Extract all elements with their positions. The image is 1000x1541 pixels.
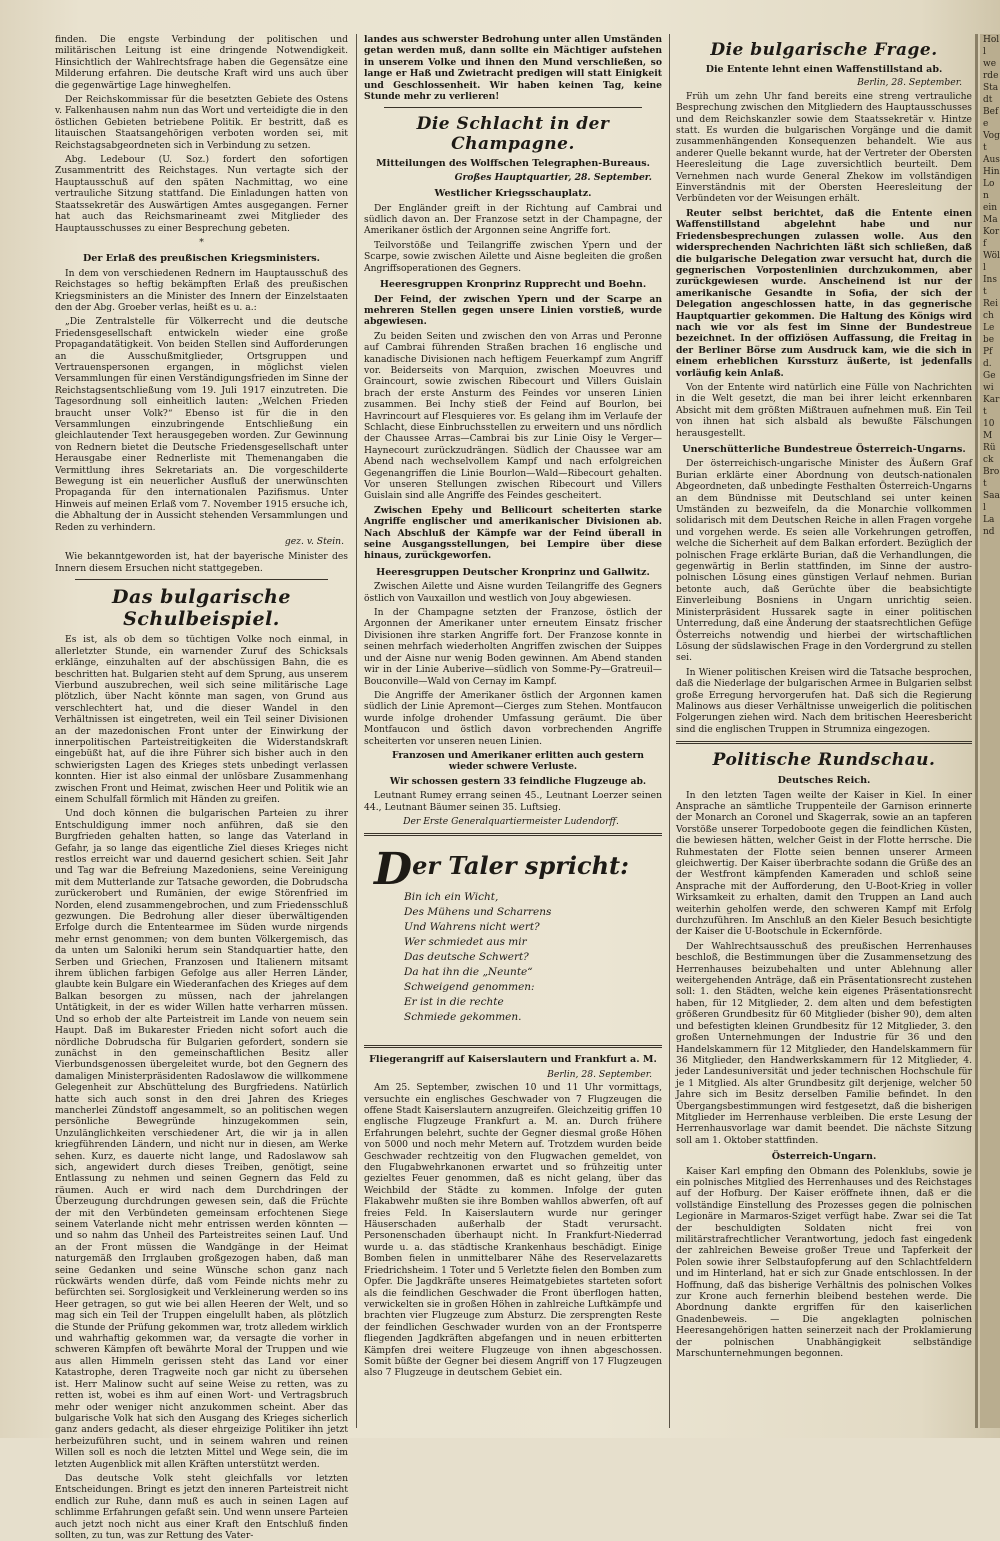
paragraph: Am 25. September, zwischen 10 und 11 Uhr vormittags, versuchte ein englisches Geschwader von 7 Flugzeugen die offene Stadt Kaiserslautern anzugreifen. Gleichzeitig griffen 10 englische Flugzeuge Frankfurt a. M. an. Durch frühere Erfahrungen belehrt, suchte der Gegner diesmal große Höhen von 5000 und noch mehr Metern auf. Trotzdem wurden beide Geschwader rechtzeitig von den Flugwachen gemeldet, von den Flugabwehrkanonen erwartet und so frühzeitig unter gezieltes Feuer genommen, daß es nicht gelang, über das Weichbild der Städte zu kommen. Infolge der guten Flakabwehr mußten sie ihre Bomben wahllos abwerfen, oft auf freies Feld. In Kaiserslautern wurde nur geringer Häuserschaden außerhalb der Stadt verursacht. Personenschaden überhaupt nicht. In Frankfurt-Niederrad wurde u. a. das städtische Krankenhaus beschädigt. Einige Bomben fielen in unmittelbarer Nähe des Reservelazaretts Friedrichsheim. 1 Toter und 5 Verletzte fielen den Bomben zum Opfer. Die Jagdkräfte unseres Heimatgebietes starteten sofort als die feindlichen Geschwader die Front überflogen hatten, verwickelten sie in großen Höhen in zahlreiche Luftkämpfe und brachten vier Flugzeuge zum Absturz. Die zersprengten Reste der feindlichen Geschwader wurden von an der Frontsperre fliegenden Jagdkräften abgefangen und in neuen erbitterten Kämpfen drei weitere Flugzeuge von ihnen abgeschossen. Somit büßte der Gegner bei diesem Angriff von 17 Flugzeugen also 7 Flugzeuge in deutschem Gebiet ein.: [364, 1082, 662, 1379]
paragraph: landes aus schwerster Bedrohung unter allen Umständen getan werden muß, dann sollte ein Mächtiger aufstehen in unserem Volke und ihnen den Mund verschließen, so lange er Haß und Zwietracht predigen will statt Einigkeit und Geschlossenheit. Wir haben keinen Tag, keine Stunde mehr zu verlieren!: [364, 34, 662, 103]
paragraph: In der Champagne setzten der Franzose, östlich der Argonnen der Amerikaner unter erneutem Einsatz frischer Divisionen ihre starken Angriffe fort. Der Franzose konnte in seinen mehrfach wiederholten Angriffen zwischen der Suippes und der Aisne nur wenig Boden gewinnen. Am Abend standen wir in der Linie Auberive—südlich von Somme-Py—Gratreuil—Bouconville—Wald von Cernay im Kampf.: [364, 607, 662, 687]
paragraph: Früh um zehn Uhr fand bereits eine streng vertrauliche Besprechung zwischen den Mitgliedern des Hauptausschusses und dem Reichskanzler sowie dem Staatssekretär v. Hintze statt. Es wurden die bulgarischen Vorgänge und die damit zusammenhängenden Konsequenzen behandelt. Wie aus anderer Quelle bekannt wurde, hat der Vertreter der Obersten Heeresleitung die Lage zuversichtlich beurteilt. Dem Vernehmen nach wurde General Zhekow im vollständigen Einverständnis mit der Obersten Heeresleitung der Verbündeten vor der Weisungen erhält.: [676, 90, 972, 205]
paragraph: Der Wahlrechtsausschuß des preußischen Herrenhauses beschloß, die Bestimmungen über die Zusammensetzung des Herrenhauses beizubehalten und unter Ablehnung aller weitergehenden Anträge, daß ein Präsentationsrecht zustehen soll: 1. den Städten, welche kein eigenes Präsentationsrecht haben, für 12 Mitglieder, 2. dem alten und dem befestigten größeren Grundbesitz für 60 Mitglieder (bisher 90), dem alten und befestigten kleinen Grundbesitz für 12 Mitglieder, 3. den großen Unternehmungen der Industrie für 36 und den Handelskammern für 12 Mitglieder, den Handelskammern für 36 Mitglieder, den Handwerkskammern für 12 Mitglieder, 4. jeder Landesuniversität und jeder technischen Hochschule für je 1 Mitglied. Als alter Grundbesitz gilt derjenige, welcher 50 Jahre sich im Besitz derselben Familie befindet. In den Übergangsbestimmungen wird festgesetzt, daß die bisherigen Mitglieder im Herrenhause verbleiben. Die erste Lesung der Herrenhausvorlage war damit beendet. Die nächste Sitzung soll am 1. Oktober stattfinden.: [676, 940, 972, 1146]
strip-word: Rück: [983, 443, 996, 465]
strip-word: Land: [983, 515, 995, 537]
strip-word: 10 M: [983, 419, 995, 441]
column-rule: [669, 34, 670, 1428]
paragraph: Das deutsche Volk steht gleichfalls vor letzten Entscheidungen. Bringt es jetzt den inneren Parteistreit nicht endlich zur Ruhe, dann muß es auch in seinen Lagen auf schlimme Erfahrungen gefaßt sein. Und wenn unsere Parteien auch jetzt noch nicht aus einer Kraft den Entschluß finden sollten, zu tun, was zur Rettung des Vater-: [55, 1472, 348, 1541]
column-1: [55, 34, 348, 1541]
dateline-berlin: Berlin, 28. September.: [547, 1068, 652, 1080]
divider: [75, 579, 328, 580]
heading-deutsches-reich: Deutsches Reich.: [777, 775, 871, 787]
strip-word: Kart: [983, 395, 1000, 417]
strip-word: Pfd.: [983, 347, 993, 369]
dateline-berlin: Berlin, 28. September.: [857, 77, 962, 89]
strip-word: Befe: [983, 107, 999, 129]
heading-west: Westlicher Kriegsschauplatz.: [434, 188, 592, 200]
paragraph: Teilvorstöße und Teilangriffe zwischen Ypern und der Scarpe, sowie zwischen Ailette und Aisne begleiten die großen Angriffsoperationen des Gegners.: [364, 239, 662, 274]
paragraph: Franzosen und Amerikaner erlitten auch gestern wieder schwere Verluste.: [391, 749, 644, 773]
poem-line: Da hat ihn die „Neunte“: [404, 966, 533, 979]
strip-word: Brot: [983, 467, 1000, 489]
strip-word: Holl: [983, 35, 1000, 57]
column-rule: [975, 34, 978, 1428]
paragraph: Leutnant Rumey errang seinen 45., Leutnant Loerzer seinen 44., Leutnant Bäumer seinen 35. Luftsieg.: [364, 790, 662, 813]
strip-word: Ma: [983, 215, 998, 225]
poem-line: Des Mühens und Scharrens: [404, 906, 552, 919]
paragraph: „Die Zentralstelle für Völkerrecht und die deutsche Friedensgesellschaft entwickeln wieder eine große Propagandatätigkeit. Von beiden Stellen sind Aufforderungen an die Ausschußmitglieder, Ortsgruppen und Vertrauenspersonen ergangen, in möglichst vielen Versammlungen für einen Verständigungsfrieden im Sinne der Reichstagsentschließung vom 19. Juli 1917 einzutreten. Die Tagesordnung soll einheitlich lauten: „Welchen Frieden braucht unser Volk?“ Ebenso ist für die in den Versammlungen einzubringende Entschließung ein gleichlautender Text herausgegeben worden. Zur Gewinnung von Rednern bietet die Deutsche Friedensgesellschaft unter Herausgabe einer Rednerliste mit Themenangaben die Vermittlung ihres Sekretariats an. Die vorgeschilderte Bewegung ist ein neuerlicher Ausfluß der unerwünschten Propaganda für den internationalen Pazifismus. Unter Hinweis auf meinen Erlaß vom 7. November 1915 ersuche ich, die Abhaltung der in Aussicht stehenden Versammlungen und Reden zu verhindern.: [55, 316, 348, 533]
paragraph: Die Angriffe der Amerikaner östlich der Argonnen kamen südlich der Linie Apremont—Cierges zum Stehen. Montfaucon wurde infolge drohender Umfassung geräumt. Die über Montfaucon und östlich davon vorbrechenden Angriffe scheiterten vor unseren neuen Linien.: [364, 689, 662, 747]
dateline-hq: Großes Hauptquartier, 28. September.: [454, 171, 652, 183]
heading-bundestreue: Unerschütterliche Bundestreue Österreich-Ungarns.: [682, 444, 966, 455]
subheading-wtb: Mitteilungen des Wolffschen Telegraphen-Bureaus.: [376, 158, 650, 170]
paragraph: Der Feind, der zwischen Ypern und der Scarpe an mehreren Stellen gegen unsere Linien vorstieß, wurde abgewiesen.: [364, 293, 662, 328]
subheading-entente: Die Entente lehnt einen Waffenstillstand ab.: [705, 64, 943, 75]
paragraph: Der Engländer greift in der Richtung auf Cambrai und südlich davon an. Der Franzose setzt in der Champagne, der Amerikaner östlich der Argonnen seine Angriffe fort.: [364, 202, 662, 237]
paragraph: Der Reichskommissar für die besetzten Gebiete des Ostens v. Falkenhausen nahm nun das Wort und verteidigte die in den östlichen Gebieten betriebene Politik. Er bestritt, daß es litauischen Staatsangehörigen verboten worden sei, mit Reichstagsabgeordneten sich in Verbindung zu setzen.: [55, 94, 348, 151]
strip-word: ein: [983, 203, 998, 213]
strip-word: Wöll: [983, 251, 1000, 273]
paragraph: finden. Die engste Verbindung der politischen und militärischen Leitung ist eine dringende Notwendigkeit. Hinsichtlich der Wahlrechtsfrage haben die Gegensätze eine Milderung erfahren. Die deutsche Kraft wird uns auch über die gegenwärtige Lage hinweghelfen.: [55, 34, 348, 91]
strip-word: Saal: [983, 491, 1000, 513]
column-3: [676, 34, 972, 1428]
column-2: [364, 34, 662, 1428]
paragraph: Von der Entente wird natürlich eine Fülle von Nachrichten in die Welt gesetzt, die man bei ihrer leicht erkennbaren Absicht mit dem größten Mißtrauen aufnehmen muß. Ein Teil von ihnen hat sich alsbald als bewußte Fälschungen herausgestellt.: [676, 381, 972, 439]
poem-taler: [364, 844, 662, 1025]
poem-line: Wer schmiedet aus mir: [404, 936, 527, 949]
poem-line: Das deutsche Schwert?: [404, 951, 529, 964]
heading-fliegerangriff: Fliegerangriff auf Kaiserslautern und Frankfurt a. M.: [369, 1054, 657, 1066]
poem-line: Schweigend genommen:: [404, 981, 535, 994]
heading-erlass: Der Erlaß des preußischen Kriegsministers.: [82, 253, 321, 265]
poem-line: Er ist in die rechte: [404, 996, 504, 1009]
heading-bulgarische-frage: Die bulgarische Frage.: [710, 40, 938, 60]
paragraph: Zwischen Ailette und Aisne wurden Teilangriffe des Gegners östlich von Vauxaillon und westlich von Jouy abgewiesen.: [364, 581, 662, 604]
poem-initial: D: [374, 844, 413, 896]
divider: [364, 833, 662, 836]
strip-word: Gewi: [983, 371, 996, 393]
poem-line: Und Wahrens nicht wert?: [404, 921, 540, 934]
strip-word: Aus: [983, 155, 1000, 165]
paragraph: Abg. Ledebour (U. Soz.) fordert den sofortigen Zusammentritt des Reichstages. Nun vertagte sich der Hauptausschuß auf den späten Nachmittag, wo eine vertrauliche Sitzung stattfand. Die Einladungen hatten von Staatssekretär des Auswärtigen Amtes ausgegangen. Ferner hat auch das Reichsmarineamt zwei Mitglieder des Hauptausschusses zu einer Besprechung gebeten.: [55, 154, 348, 234]
paragraph: Zwischen Epehy und Bellicourt scheiterten starke Angriffe englischer und amerikanischer Divisionen ab. Nach Abschluß der Kämpfe war der Feind überall in seine Ausgangsstellungen, bei Lempire über diese hinaus, zurückgeworfen.: [364, 504, 662, 562]
paragraph: Reuter selbst berichtet, daß die Entente einen Waffenstillstand abgelehnt habe und nur Friedensbesprechungen zulassen wolle. Aus den widersprechenden Nachrichten läßt sich schließen, daß die bulgarische Delegation zwar versucht hat, durch die gegnerischen Vorpostenlinien durchzukommen, aber zurückgewiesen wurde. Anscheinend ist nur der amerikanische Gesandte in Sofia, der sich der Delegation angeschlossen hatte, in das gegnerische Hauptquartier gekommen. Die Haltung des Königs wird nach wie vor als fest im Sinne der Bundestreue bezeichnet. In der offiziösen Auffassung, die Freitag in der Berliner Börse zum Ausdruck kam, wie die sich in einem erheblichen Kurssturz äußerte, ist jedenfalls vorläufig kein Anlaß.: [676, 207, 972, 379]
poem-title-text: er Taler spricht:: [412, 851, 629, 881]
heading-schulbeispiel: Das bulgarische Schulbeispiel.: [112, 586, 291, 631]
paragraph: Der österreichisch-ungarische Minister des Äußern Graf Burian erklärte einer Abordnung von deutsch-nationalen Abgeordneten, daß unbedingte Festhalten Österreich-Ungarns an dem Bündnisse mit Deutschland sei unter keinen Umständen zu bezweifeln, da die Monarchie vollkommen solidarisch mit dem Deutschen Reiche in allen Fragen vorgehe und vorgehen werde. Es seien alle Vorkehrungen getroffen, welche die Sicherheit auf dem Balkan erfordert. Bezüglich der polnischen Frage erklärte Burian, daß die Verhandlungen, die gegenwärtig in Berlin stattfinden, im Sinne der austro-polnischen Lösung eines günstigen Verlauf nehmen. Burian betonte auch, daß Gerüchte über die beabsichtigte Einverleibung Bosniens in Ungarn unrichtig seien. Ministerpräsident Hussarek sagte in einer politischen Unterredung, daß eine Änderung der staatsrechtlichen Gefüge Österreichs notwendig und hierbei der wirtschaftlichen Lösung der südslawischen Frage in den Vordergrund zu stellen sei.: [676, 458, 972, 664]
paragraph: Kaiser Karl empfing den Obmann des Polenklubs, sowie je ein polnisches Mitglied des Herrenhauses und des Reichstages auf der Hofburg. Der Kaiser eröffnete ihnen, daß er die vollständige Einstellung des Prozesses gegen die polnischen Legionäre in Marmaros-Sziget verfügt habe. Zwar sei die Tat der beschuldigten Soldaten nicht frei von militärstrafrechtlicher Verantwortung, jedoch fast eingedenk der zahlreichen Beweise großer Treue und Tapferkeit der Polen sowie ihrer Selbstaufopferung auf den Schlachtfeldern und im Hinterland, hat er sich zur Gnade entschlossen. In der Hoffnung, daß das bisherige Verhältnis des polnischen Volkes zur Krone auch fernerhin bleibend bestehen werde. Die Abordnung dankte ergriffen für den kaiserlichen Gnadenbeweis. — Die angeklagten polnischen Heeresangehörigen hatten seinerzeit nach der Proklamierung der polnischen Unabhängigkeit selbständige Marschunternehmungen begonnen.: [676, 1165, 972, 1360]
heading-rundschau: Politische Rundschau.: [712, 750, 936, 771]
heading-oesterreich: Österreich-Ungarn.: [771, 1151, 877, 1163]
poem-line: Bin ich ein Wicht,: [404, 891, 499, 904]
paragraph: In Wiener politischen Kreisen wird die Tatsache besprochen, daß die Niederlage der bulgarischen Armee in Bulgarien selbst große Erregung hervorgerufen hat. Daß sich die Regierung Malinows aus dieser Verhältnisse unweigerlich die politischen Folgerungen ziehen wird. Nach dem britischen Heeresbericht sind die englischen Truppen in Strumniza eingezogen.: [676, 666, 972, 735]
heading-champagne: Die Schlacht in der Champagne.: [416, 114, 610, 155]
strip-word: Lebe: [983, 323, 995, 345]
strip-word: Inst: [983, 275, 997, 297]
strip-word: werde: [983, 59, 999, 81]
separator-star: *: [199, 236, 204, 248]
heading-rupprecht: Heeresgruppen Kronprinz Rupprecht und Boehn.: [379, 279, 647, 291]
paragraph: Wie bekanntgeworden ist, hat der bayerische Minister des Innern diesem Ersuchen nicht stattgegeben.: [55, 551, 348, 574]
signature-stein: gez. v. Stein.: [284, 536, 344, 548]
divider: [676, 741, 972, 744]
poem-title: [374, 844, 662, 896]
paragraph: Wir schossen gestern 33 feindliche Flugzeuge ab.: [389, 775, 647, 787]
paragraph: Und doch können die bulgarischen Parteien zu ihrer Entschuldigung immer noch anführen, daß sie den Burgfrieden gehalten hatten, so lange das Vaterland in Gefahr, ja so lange das eigentliche Ziel dieses Krieges nicht restlos erreicht war und dauernd gesichert schien. Seit Jahr und Tag war die Befreiung Mazedoniens, seine Vereinigung mit dem Mutterlande zur Tatsache geworden, die Dobrudscha zurückerobert und Rumänien, der ewige Störenfried im Norden, elend zusammengebrochen, und zum Friedensschluß gezwungen. Die Bedrohung aller dieser überwältigenden Erfolge durch die Ententearmee im Süden wurde nirgends mehr ernst genommen; von dem bunten Völkergemisch, das da unten um Saloniki herum sein Standquartier hatte, den Serben und Griechen, Franzosen und Italienern mitsamt ihrem üblichen farbigen Gefolge aus aller Herren Länder, glaubte kein Bulgare ein Wiederanfachen des Krieges auf dem Balkan besorgen zu müssen, nach der jahrelangen Untätigkeit, in der es wider Willen hatte verharren müssen. Und so erhob der alte Parteistreit im Lande von neuem sein Haupt. Daß im Bukarester Frieden nicht sofort auch die nördliche Dobrudscha für Bulgarien gefordert, sondern sie zunächst in den gemeinschaftlichen Besitz aller Vierbundsgenossen übergeleitet wurde, bot den Gegnern des damaligen Ministerpräsidenten Radoslawow die willkommene Gelegenheit zur Abschüttelung des Burgfriedens. Natürlich hatte sich auch sonst in den drei Jahren des Krieges mancherlei Zündstoff angesammelt, so an politischen wegen persönliche Bewegründe hinzugekommen sein, Unzulänglichkeiten verschiedener Art, die wir ja in allen kriegführenden Ländern, und nicht nur in diesen, am Werke sehen. Kurz, es dauerte nicht lange, und Radoslawow sah sich, angewidert durch dieses Treiben, genötigt, seine Entlassung zu nehmen und seinen Gegnern das Feld zu räumen. Auch er wird nach dem Durchdringen der Überzeugung durchdrungen gewesen sein, daß die Früchte der mit den Verbündeten gemeinsam erfochtenen Siege seinem Vaterlande nicht mehr entrissen werden könnten — und so nahm das Unheil des Parteistreites seinen Lauf. Und an der Front müssen die Wandgänge in der Heimat naturgemäß den Irrglauben großgezogen haben, daß man seine Gedanken und seine Wünsche schon ganz nach rückwärts wenden dürfe, daß vom Feinde nichts mehr zu befürchten sei. Sorglosigkeit und Verkleinerung werden so ins Heer getragen, so gut wie bei allen Heeren der Welt, und so mag sich ein Teil der Truppen eingelullt haben, als plötzlich die Stunde der Prüfung gekommen war, trotz alledem wirklich und wahrhaftig gekommen war, da versagte die vorher in schweren Kämpfen oft bewährte Moral der Truppen und wie aus allen Himmeln gerissen steht das Land vor einer Katastrophe, deren Tragweite noch gar nicht zu übersehen ist. Herr Malinow sucht auf seine Weise zu retten, was zu retten ist, wobei es ihm auf einen Wort- und Vertragsbruch mehr oder weniger nicht anzukommen scheint. Aber das bulgarische Volk hat sich den Ausgang des Krieges sicherlich ganz anders gedacht, als dieser ehrgeizige Politiker ihn jetzt herbeizuführen sucht, und in seinem wahren und reinen Willen soll es noch die letzten Mittel und Wege sein, die im letzten Augenblick mit allen Kräften unterstützt werden.: [55, 808, 348, 1470]
strip-word: Korf: [983, 227, 1000, 249]
strip-word: Hin: [983, 167, 1000, 177]
paragraph: Zu beiden Seiten und zwischen den von Arras und Peronne auf Cambrai führenden Straßen brachen 16 englische und kanadische Divisionen nach heftigem Feuerkampf zum Angriff vor. Beiderseits von Marquion, zwischen Moeuvres und Graincourt, sowie zwischen Ribecourt und Villers Guislain brach der erste Ansturm des Feindes vor unseren Linien zusammen. Bei Inchy stieß der Feind auf Bourlon, bei Havrincourt auf Flesquieres vor. Es gelang ihm im Verlaufe der Schlacht, diese Einbruchsstellen zu erweitern und uns nördlich der Chaussee Arras—Cambrai bis zur Linie Oisy le Verger—Haynecourt zurückzudrängen. Südlich der Chaussee war am Abend nach wechselvollem Kampf und nach erfolgreichen Gegenangriffen die Linie Bourlon—Wald—Ribecourt gehalten. Vor unseren Stellungen zwischen Ribecourt und Villers Guislain sind alle Angriffe des Feindes gescheitert.: [364, 330, 662, 502]
paragraph: Es ist, als ob dem so tüchtigen Volke noch einmal, in allerletzter Stunde, ein warnender Zuruf des Schicksals erklänge, einzuhalten auf der abschüssigen Bahn, die es beschritten hat. Bulgarien steht auf dem Sprung, aus unserem Vierbund auszubrechen, weil sich seine militärische Lage plötzlich, über Nacht könnte man sagen, von Grund aus verschlechtert hat, und die dieser Wandel in den Verhältnissen ist eingetreten, weil ein Teil seiner Divisionen an der mazedonischen Front unter der Einwirkung der innerpolitischen Parteistreitigkeiten die Widerstandskraft eingebüßt hat, auf die ihre Führer sich bisher auch in den schwierigsten Lagen des Krieges stets unbedingt verlassen konnten. Hier ist also einmal der unlösbare Zusammenhang zwischen Front und Heimat, zwischen Heer und Politik wie an einem Schulfall förmlich mit Händen zu greifen.: [55, 634, 348, 805]
paragraph: In dem von verschiedenen Rednern im Hauptausschuß des Reichstages so heftig bekämpften Erlaß des preußischen Kriegsministers an die Minister des Innern der Einzelstaaten den der Abg. Groeber verlas, heißt es u. a.:: [55, 267, 348, 313]
divider: [364, 1045, 662, 1048]
adjacent-page-strip: [980, 34, 1000, 1428]
column-rule: [356, 34, 357, 1428]
strip-word: Lon: [983, 179, 995, 201]
divider: [384, 107, 642, 108]
signature-ludendorff: Der Erste Generalquartiermeister Ludendorff.: [403, 815, 619, 827]
heading-gallwitz: Heeresgruppen Deutscher Kronprinz und Gallwitz.: [376, 566, 650, 578]
strip-word: Stadt: [983, 83, 999, 105]
poem-line: Schmiede gekommen.: [404, 1011, 522, 1024]
strip-word: Vogt: [983, 131, 1000, 153]
paragraph: In den letzten Tagen weilte der Kaiser in Kiel. In einer Ansprache an sämtliche Truppenteile der Garnison erinnerte der Monarch an Coronel und Skagerrak, sowie an an tapferen Vorstöße unserer Torpedoboote gegen die feindlichen Küsten, die bewiesen hätten, welcher Geist in der Flotte herrsche. Die Ruhmestaten der Flotte seien bennen unserer Armeen gleichwertig. Der Kaiser überbrachte sodann die Grüße des an der Westfront kämpfenden Kameraden und schloß seine Ansprache mit der Aufforderung, den U-Boot-Krieg in voller Wirksamkeit zu erhalten, damit den Truppen an Land auch weiterhin geholfen werde, den schweren Kampf mit Erfolg durchzuführen. Im Anschluß an den Kieler Besuch besichtigte der Kaiser die U-Bootschule in Eckernförde.: [676, 789, 972, 938]
strip-word: Reich: [983, 299, 998, 321]
